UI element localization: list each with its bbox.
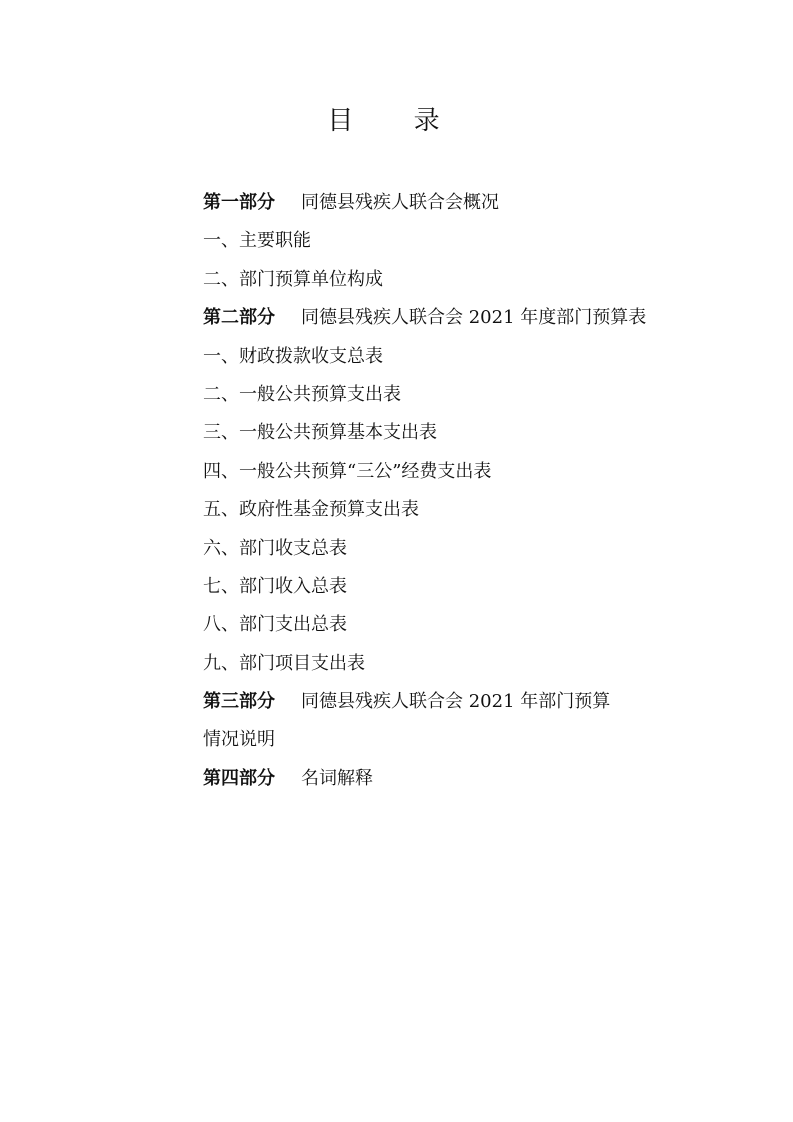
toc-part-title: 同德县残疾人联合会 2021 年部门预算 bbox=[301, 691, 611, 713]
toc-part-2[interactable] bbox=[203, 299, 723, 337]
toc-item[interactable]: 四、一般公共预算“三公”经费支出表 bbox=[203, 460, 492, 482]
toc-part-1[interactable] bbox=[203, 184, 723, 222]
toc-part-title: 同德县残疾人联合会 2021 年度部门预算表 bbox=[301, 307, 647, 329]
toc-part-label: 第三部分 bbox=[203, 691, 275, 713]
toc-item-continuation[interactable]: 情况说明 bbox=[203, 729, 275, 751]
table-of-contents bbox=[203, 184, 723, 798]
toc-item[interactable]: 六、部门收支总表 bbox=[203, 537, 347, 559]
toc-part-3[interactable] bbox=[203, 683, 723, 721]
toc-item[interactable]: 二、一般公共预算支出表 bbox=[203, 383, 401, 405]
toc-part-label: 第二部分 bbox=[203, 307, 275, 329]
toc-item[interactable]: 五、政府性基金预算支出表 bbox=[203, 499, 419, 521]
toc-part-4[interactable] bbox=[203, 760, 723, 798]
toc-part-title: 名词解释 bbox=[301, 767, 373, 789]
toc-item[interactable]: 二、部门预算单位构成 bbox=[203, 268, 383, 290]
toc-item[interactable]: 九、部门项目支出表 bbox=[203, 652, 365, 674]
toc-part-label: 第一部分 bbox=[203, 192, 275, 213]
toc-item[interactable]: 一、财政拨款收支总表 bbox=[203, 345, 383, 367]
toc-part-label: 第四部分 bbox=[203, 767, 275, 789]
toc-item[interactable]: 七、部门收入总表 bbox=[203, 575, 347, 597]
toc-item[interactable]: 一、主要职能 bbox=[203, 230, 311, 252]
toc-item[interactable]: 三、一般公共预算基本支出表 bbox=[203, 422, 437, 444]
page-title: 目 录 bbox=[327, 106, 466, 136]
toc-part-title: 同德县残疾人联合会概况 bbox=[301, 192, 499, 213]
toc-item[interactable]: 八、部门支出总表 bbox=[203, 614, 347, 636]
